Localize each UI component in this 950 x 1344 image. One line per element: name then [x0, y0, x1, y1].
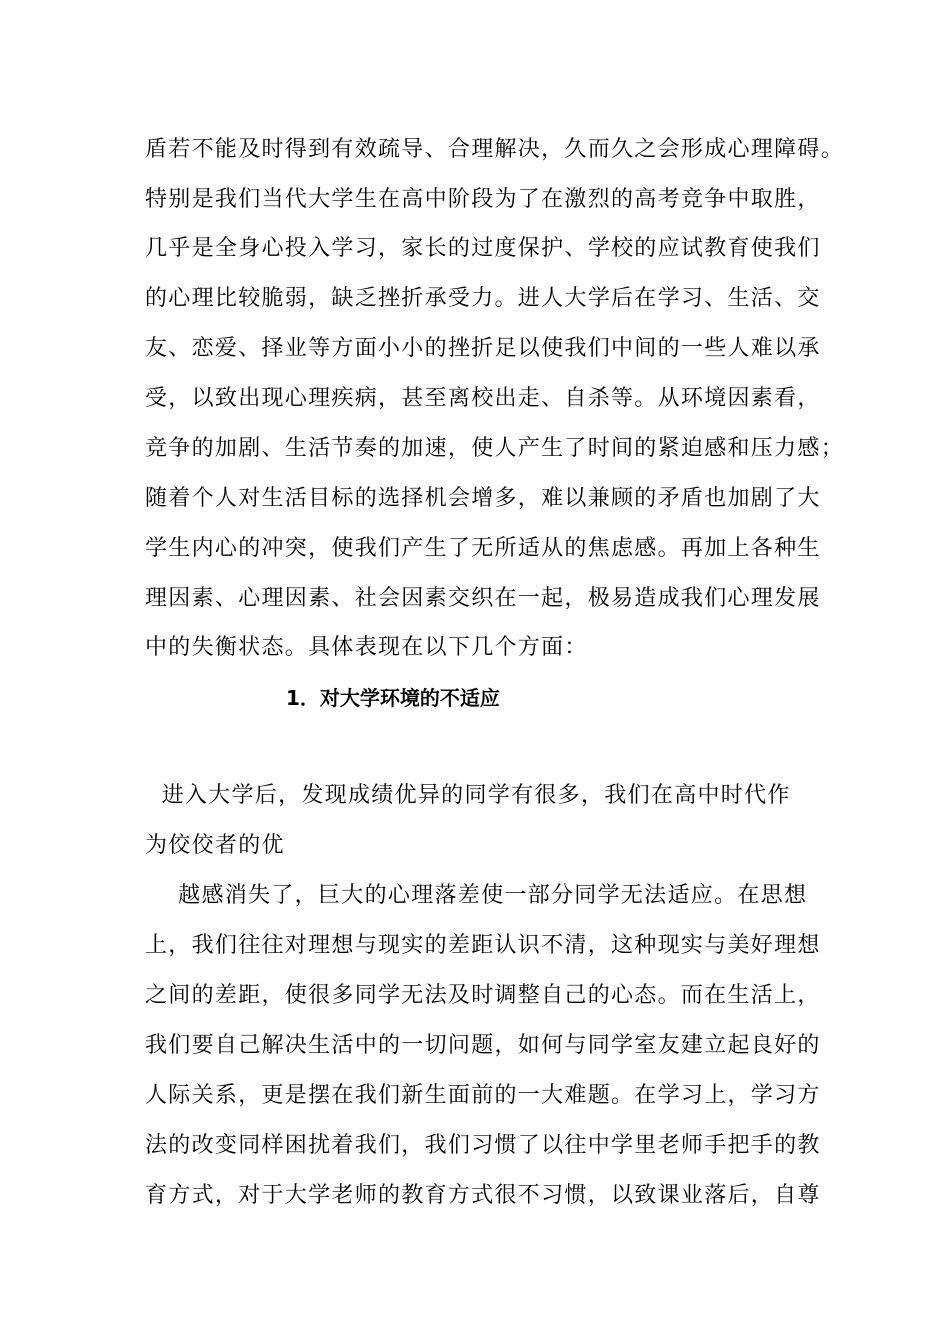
text-line: 中的失衡状态。具体表现在以下几个方面：: [145, 635, 588, 660]
text-line: 之间的差距，使很多同学无法及时调整自己的心态。而在生活上，: [145, 983, 821, 1008]
text-line: 上，我们往往对理想与现实的差距认识不清，这种现实与美好理想: [145, 933, 821, 958]
text-line: 育方式，对于大学老师的教育方式很不习惯，以致课业落后，自尊: [145, 1183, 821, 1208]
text-line: 进入大学后，发现成绩优异的同学有很多，我们在高中时代作: [145, 783, 791, 808]
text-line: 受，以致出现心理疾病，甚至离校出走、自杀等。从环境因素看，: [145, 386, 821, 411]
text-line: 人际关系，更是摆在我们新生面前的一大难题。在学习上，学习方: [145, 1083, 821, 1108]
text-line: 法的改变同样困扰着我们，我们习惯了以往中学里老师手把手的教: [145, 1133, 821, 1158]
text-line: 随着个人对生活目标的选择机会增多，难以兼顾的矛盾也加剧了大: [145, 486, 821, 511]
text-line: 理因素、心理因素、社会因素交织在一起，极易造成我们心理发展: [145, 586, 821, 611]
text-line: 特别是我们当代大学生在高中阶段为了在激烈的高考竞争中取胜，: [145, 187, 821, 212]
text-line: 竞争的加剧、生活节奏的加速，使人产生了时间的紧迫感和压力感；: [145, 436, 845, 461]
text-line: 友、恋爱、择业等方面小小的挫折足以使我们中间的一些人难以承: [145, 336, 821, 361]
text-line: 我们要自己解决生活中的一切问题，如何与同学室友建立起良好的: [145, 1033, 821, 1058]
text-line: 几乎是全身心投入学习，家长的过度保护、学校的应试教育使我们: [145, 236, 821, 261]
text-line: 越感消失了，巨大的心理落差使一部分同学无法适应。在思想: [145, 883, 808, 908]
text-line: 为佼佼者的优: [145, 833, 285, 858]
text-line: 盾若不能及时得到有效疏导、合理解决，久而久之会形成心理障碍。: [145, 137, 845, 162]
text-line: 学生内心的冲突，使我们产生了无所适从的焦虑感。再加上各种生: [145, 536, 821, 561]
text-line: 的心理比较脆弱，缺乏挫折承受力。进人大学后在学习、生活、交: [145, 286, 821, 311]
section-heading: 1．对大学环境的不适应: [286, 686, 500, 710]
